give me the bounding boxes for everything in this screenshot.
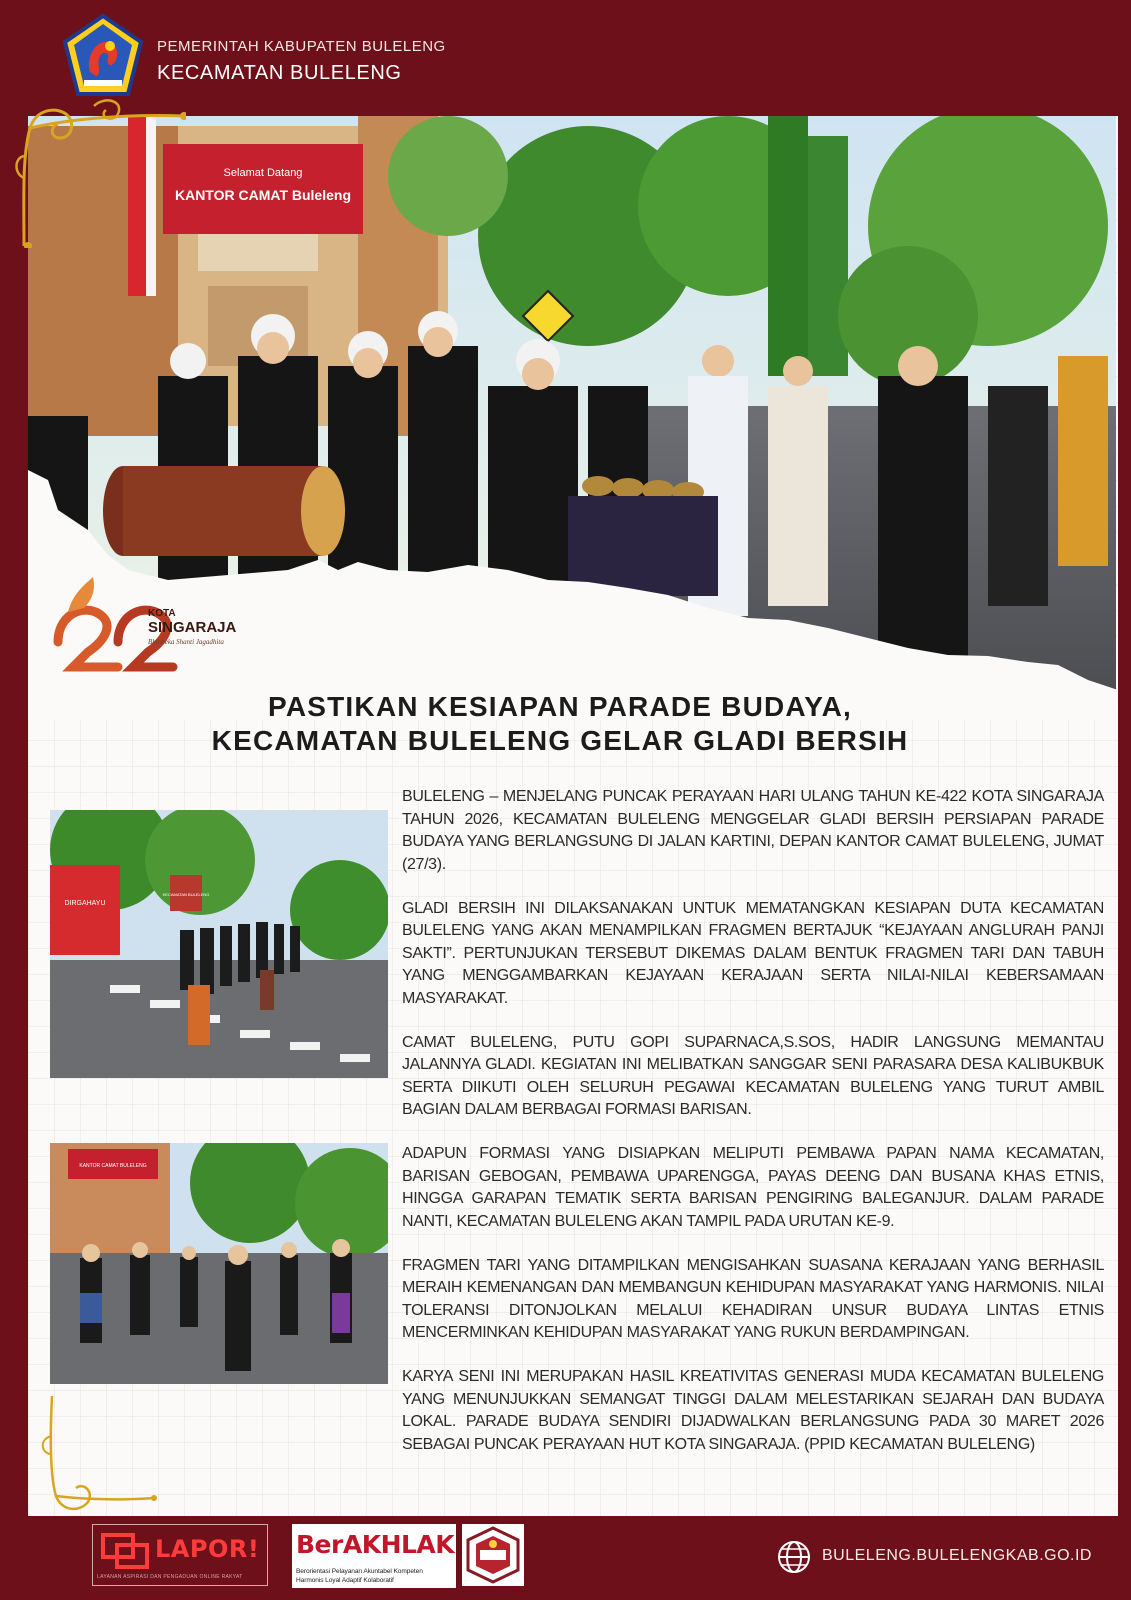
article-title [120,690,1000,758]
title-line-1: PASTIKAN KESIAPAN PARADE BUDAYA, [268,691,852,722]
bangga-melayani-bangsa-badge-icon [462,1524,524,1586]
lapor-logo[interactable] [92,1524,268,1586]
logo-city-name: SINGARAJA [148,619,237,636]
parade-sign-text: KECAMATAN BULELENG [162,892,210,897]
article-paragraph: FRAGMEN TARI YANG DITAMPILKAN MENGISAHKAN SUASANA KERAJAAN YANG BERHASIL MERAIH KEMENANGAN DAN MEMBANGUN KEHIDUPAN MASYARAKAT YANG HARMONIS. NILAI TOLERANSI DITONJOLKAN MELALUI KEHADIRAN UNSUR BUDAYA LINTAS ETNIS MENCERMINKAN KEHIDUPAN MASYARAKAT YANG RUKUN BERDAMPINGAN. [402,1256,1104,1341]
anniversary-422-logo [48,572,248,682]
banner-line2: KANTOR CAMAT Buleleng [174,187,352,203]
banner-line1: Selamat Datang [223,167,303,179]
title-line-2: KECAMATAN BULELENG GELAR GLADI BERSIH [211,725,909,756]
gold-bottom-ornament-icon [38,1396,158,1514]
article-paragraph: BULELENG – MENJELANG PUNCAK PERAYAAN HARI ULANG TAHUN KE-422 KOTA SINGARAJA TAHUN 2026, KECAMATAN BULELENG MENGGELAR GLADI BERSIH PERSIAPAN PARADE BUDAYA YANG BERLANGSUNG DI JALAN KARTINI, DEPAN KANTOR CAMAT BULELENG, JUMAT (27/3). [402,788,1104,873]
gold-corner-ornament-icon [14,98,186,248]
article-body [402,786,1104,1478]
article-paragraph: ADAPUN FORMASI YANG DISIAPKAN MELIPUTI PEMBAWA PAPAN NAMA KECAMATAN, BARISAN GEBOGAN, PEMBAWA UPARENGGA, PAYAS DEENG DAN BUSANA KHAS ETNIS, HINGGA GARAPAN TEMATIK SERTA BARISAN PENGIRING BALEGANJUR. DALAM PARADE NANTI, KECAMATAN BULELENG AKAN TAMPIL PADA URUTAN KE-9. [402,1145,1104,1230]
article-paragraph: GLADI BERSIH INI DILAKSANAKAN UNTUK MEMATANGKAN KESIAPAN DUTA KECAMATAN BULELENG YANG AKAN MENAMPILKAN FRAGMEN BERTAJUK “KEJAYAAN ANGLURAH PANJI SAKTI”. PERTUNJUKAN TERSEBUT DIKEMAS DALAM BENTUK FRAGMEN TARI DAN TABUH YANG MENGGAMBARKAN KEJAYAAN KERAJAAN SERTA NILAI-NILAI KEBERSAMAAN MASYARAKAT. [402,899,1104,1007]
website-link[interactable]: BULELENG.BULELENGKAB.GO.ID [822,1547,1092,1564]
svg-text:DIRGAHAYU: DIRGAHAYU [64,900,106,907]
berakhlak-values-line1: Berorientasi Pelayanan Akuntabel Kompeten [296,1568,423,1575]
article-paragraph: CAMAT BULELENG, PUTU GOPI SUPARNACA,S.SOS, HADIR LANGSUNG MEMANTAU JALANNYA GLADI. KEGIATAN INI MELIBATKAN SANGGAR SENI PARASARA DESA KALIBUKBUK SERTA DIIKUTI OLEH SELURUH PEGAWAI KECAMATAN BULELENG YANG TURUT AMBIL BAGIAN DALAM BERBAGAI FORMASI BARISAN. [402,1033,1104,1118]
logo-city-label: KOTA [148,608,176,619]
berakhlak-main: AKHLAK [342,1530,455,1559]
government-title: PEMERINTAH KABUPATEN BULELENG [157,38,446,55]
globe-icon [776,1539,812,1575]
dance-sign-text: KANTOR CAMAT BULELENG [79,1163,147,1169]
lapor-chat-icon [101,1533,151,1571]
buleleng-regency-emblem-icon [62,14,144,100]
parade-march-photo [50,810,388,1078]
lapor-label: LAPOR! [155,1535,260,1563]
logo-motto: Bhinneka Shanti Jagadhita [148,638,224,646]
lapor-subtitle: LAYANAN ASPIRASI DAN PENGADUAN ONLINE RAKYAT [97,1574,243,1580]
district-title: KECAMATAN BULELENG [157,62,402,84]
berakhlak-title [296,1530,454,1559]
dance-rehearsal-photo [50,1143,388,1384]
berakhlak-prefix: Ber [296,1530,343,1559]
berakhlak-values-line2: Harmonis Loyal Adaptif Kolaboratif [296,1577,394,1584]
berakhlak-logo[interactable] [292,1524,456,1588]
article-paragraph: KARYA SENI INI MERUPAKAN HASIL KREATIVITAS GENERASI MUDA KECAMATAN BULELENG YANG MENUNJUKKAN SEMANGAT TINGGI DALAM MELESTARIKAN SEJARAH DAN BUDAYA LOKAL. PARADE BUDAYA SENDIRI DIJADWALKAN BERLANGSUNG PADA 30 MARET 2026 SEBAGAI PUNCAK PERAYAAN HUT KOTA SINGARAJA. (PPID KECAMATAN BULELENG) [402,1368,1104,1453]
